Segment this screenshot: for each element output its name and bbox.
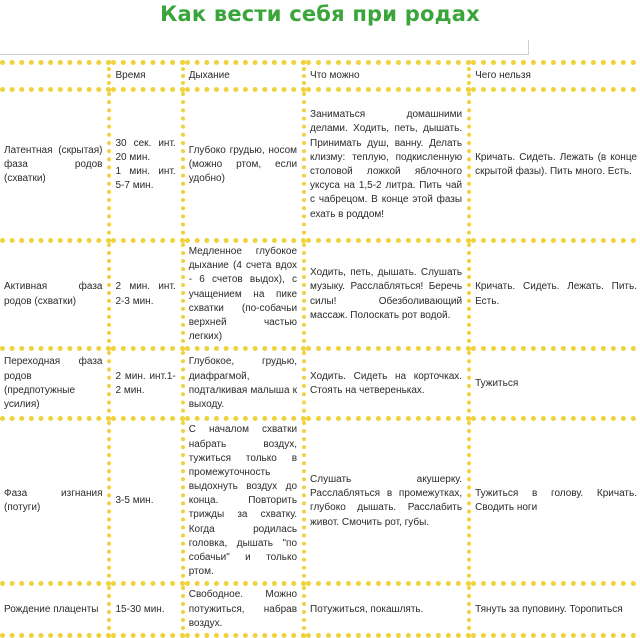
- header-time: Время: [111, 60, 184, 92]
- table-row: [0, 421, 640, 586]
- header-phase: [0, 60, 111, 92]
- time-cell: 2 мин. инт. 2-3 мин.: [111, 243, 184, 351]
- table-row: [0, 243, 640, 351]
- time-cell: 30 сек. инт. 20 мин. 1 мин. инт. 5-7 мин.: [111, 92, 184, 243]
- header-forbidden: Чего нельзя: [471, 60, 640, 92]
- time-cell: 3-5 мин.: [111, 421, 184, 586]
- forbidden-cell: Тужиться: [471, 351, 640, 421]
- phase-cell: Фаза изгнания (потуги): [0, 421, 111, 586]
- allowed-cell: Слушать акушерку. Расслабляться в промежутках, глубоко дышать. Расслабить живот. Смочить рот, губы.: [306, 421, 471, 586]
- labor-behavior-table: [0, 60, 640, 638]
- table-row: [0, 351, 640, 421]
- breathing-cell: Глубоко грудью, носом (можно ртом, если удобно): [185, 92, 306, 243]
- table-row: [0, 586, 640, 638]
- phase-cell: Латентная (скрытая) фаза родов (схватки): [0, 92, 111, 243]
- time-cell: 2 мин. инт.1-2 мин.: [111, 351, 184, 421]
- page-title: Как вести себя при родах: [160, 2, 480, 26]
- allowed-cell: Ходить. Сидеть на корточках. Стоять на четвереньках.: [306, 351, 471, 421]
- title-divider-tick: [528, 40, 529, 55]
- header-allowed: Что можно: [306, 60, 471, 92]
- table-row: [0, 92, 640, 243]
- breathing-cell: Глубокое, грудью, диафрагмой, подталкивая малыша к выходу.: [185, 351, 306, 421]
- allowed-cell: Ходить, петь, дышать. Слушать музыку. Расслабляться! Беречь силы! Обезболивающий массаж. Полоскать рот водой.: [306, 243, 471, 351]
- breathing-cell: С началом схватки набрать воздух, тужиться только в промежуточность выдохнуть воздух до конца. Повторить трижды за схватку. Когда родилась головка, дышать "по собачьи" и только ртом.: [185, 421, 306, 586]
- phase-cell: Рождение плаценты: [0, 586, 111, 638]
- header-breathing: Дыхание: [185, 60, 306, 92]
- allowed-cell: Заниматься домашними делами. Ходить, петь, дышать. Принимать душ, ванну. Делать клизму: теплую, подкисленную столовой ложкой яблочного уксуса на 1,5-2 литра. Пить чай с чабрецом. В конце этой фазы ехать в роддом!: [306, 92, 471, 243]
- forbidden-cell: Тянуть за пуповину. Торопиться: [471, 586, 640, 638]
- breathing-cell: Свободное. Можно потужиться, набрав воздух.: [185, 586, 306, 638]
- forbidden-cell: Кричать. Сидеть. Лежать. Пить. Есть.: [471, 243, 640, 351]
- phase-cell: Активная фаза родов (схватки): [0, 243, 111, 351]
- phase-cell: Переходная фаза родов (предпотужные усилия): [0, 351, 111, 421]
- allowed-cell: Потужиться, покашлять.: [306, 586, 471, 638]
- table-header-row: [0, 60, 640, 92]
- breathing-cell: Медленное глубокое дыхание (4 счета вдох - 6 счетов выдох), с учащением на пике схватки (по-собачьи верхней частью легких): [185, 243, 306, 351]
- time-cell: 15-30 мин.: [111, 586, 184, 638]
- forbidden-cell: Кричать. Сидеть. Лежать (в конце скрытой фазы). Пить много. Есть.: [471, 92, 640, 243]
- forbidden-cell: Тужиться в голову. Кричать. Сводить ноги: [471, 421, 640, 586]
- title-divider: [0, 54, 528, 55]
